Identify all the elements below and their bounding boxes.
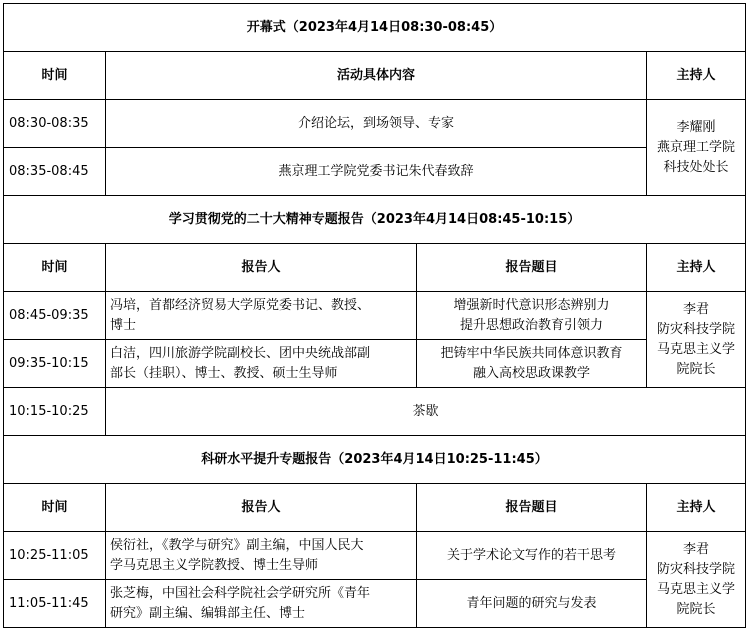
opening-header-row	[4, 52, 746, 100]
opening-title-row	[4, 4, 746, 52]
row-speaker	[106, 340, 417, 388]
table-row	[4, 100, 746, 148]
row-speaker	[106, 292, 417, 340]
row-time: 10:25-11:05	[4, 532, 106, 580]
topic-line: 关于学术论文写作的若干思考	[446, 547, 616, 563]
header-host: 主持人	[647, 244, 746, 292]
header-speaker: 报告人	[106, 244, 417, 292]
table-row	[4, 580, 746, 628]
row-content: 介绍论坛，到场领导、专家	[106, 100, 647, 148]
break-time: 10:15-10:25	[4, 388, 106, 436]
host-line: 院院长	[676, 361, 716, 377]
row-topic	[417, 340, 647, 388]
break-label: 茶歇	[106, 388, 746, 436]
opening-title: 开幕式（2023年4月14日08:30-08:45）	[4, 4, 746, 52]
row-time: 11:05-11:45	[4, 580, 106, 628]
row-time: 08:45-09:35	[4, 292, 106, 340]
topic-line: 提升思想政治教育引领力	[459, 317, 603, 333]
table-row	[4, 340, 746, 388]
section3-title-row	[4, 436, 746, 484]
speaker-line: 博士	[110, 317, 137, 333]
section2-title: 学习贯彻党的二十大精神专题报告（2023年4月14日08:45-10:15）	[4, 196, 746, 244]
row-time: 09:35-10:15	[4, 340, 106, 388]
host-line: 防灾科技学院	[657, 561, 736, 577]
header-time: 时间	[4, 484, 106, 532]
break-row	[4, 388, 746, 436]
section3-header-row	[4, 484, 746, 532]
host-line: 李君	[683, 301, 710, 317]
topic-line: 把铸牢中华民族共同体意识教育	[440, 345, 623, 361]
table-row	[4, 532, 746, 580]
header-host: 主持人	[647, 52, 746, 100]
speaker-line: 张芝梅，中国社会科学院社会学研究所《青年	[110, 585, 371, 601]
row-speaker	[106, 580, 417, 628]
section3-host-cell	[647, 532, 746, 628]
host-line: 防灾科技学院	[657, 321, 736, 337]
speaker-line: 侯衍社，《教学与研究》副主编，中国人民大	[110, 537, 364, 553]
topic-line: 青年问题的研究与发表	[466, 595, 597, 611]
section2-host-cell	[647, 292, 746, 388]
row-time: 08:30-08:35	[4, 100, 106, 148]
header-time: 时间	[4, 244, 106, 292]
host-line: 科技处处长	[663, 159, 729, 175]
header-speaker: 报告人	[106, 484, 417, 532]
row-topic	[417, 292, 647, 340]
speaker-line: 冯培，首都经济贸易大学原党委书记、教授、	[110, 297, 371, 313]
header-content: 活动具体内容	[106, 52, 647, 100]
host-line: 院院长	[676, 601, 716, 617]
host-line: 李耀刚	[676, 119, 716, 135]
section3-title: 科研水平提升专题报告（2023年4月14日10:25-11:45）	[4, 436, 746, 484]
row-speaker	[106, 532, 417, 580]
row-time: 08:35-08:45	[4, 148, 106, 196]
topic-line: 融入高校思政课教学	[472, 365, 590, 381]
row-topic	[417, 580, 647, 628]
table-row	[4, 148, 746, 196]
host-line: 燕京理工学院	[657, 139, 736, 155]
speaker-line: 白洁，四川旅游学院副校长、团中央统战部副	[110, 345, 371, 361]
section2-title-row	[4, 196, 746, 244]
host-line: 马克思主义学	[657, 581, 736, 597]
speaker-line: 研究》副主编、编辑部主任、博士	[110, 605, 306, 621]
header-topic: 报告题目	[417, 244, 647, 292]
speaker-line: 部长（挂职）、博士、教授、硕士生导师	[110, 365, 338, 381]
table-row	[4, 292, 746, 340]
host-line: 马克思主义学	[657, 341, 736, 357]
speaker-line: 学马克思主义学院教授、博士生导师	[110, 557, 319, 573]
schedule-table	[3, 3, 746, 628]
topic-line: 增强新时代意识形态辨别力	[453, 297, 610, 313]
row-content: 燕京理工学院党委书记朱代春致辞	[106, 148, 647, 196]
row-topic	[417, 532, 647, 580]
header-time: 时间	[4, 52, 106, 100]
header-topic: 报告题目	[417, 484, 647, 532]
section2-header-row	[4, 244, 746, 292]
header-host: 主持人	[647, 484, 746, 532]
opening-host-cell	[647, 100, 746, 196]
host-line: 李君	[683, 541, 710, 557]
